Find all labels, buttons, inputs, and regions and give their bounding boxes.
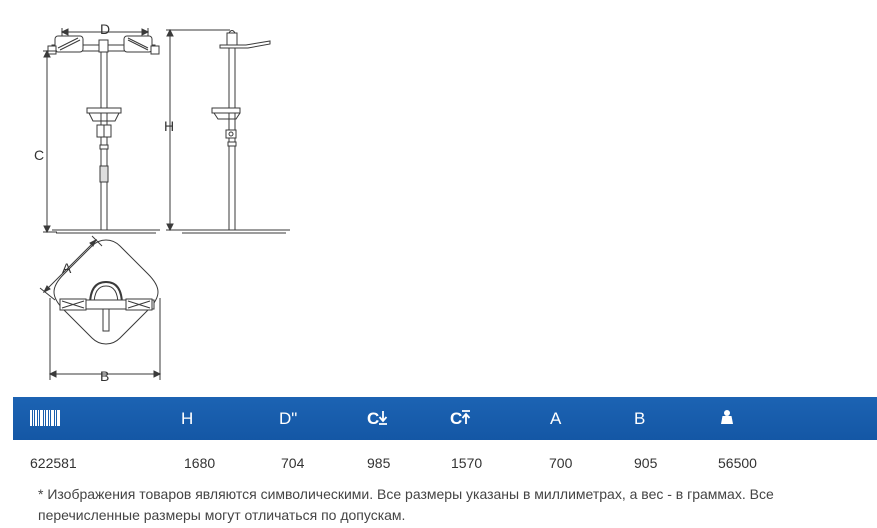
header-b: B — [634, 409, 646, 428]
spec-a: 700 — [549, 455, 573, 471]
spec-c-upper: 1570 — [451, 455, 483, 471]
dim-label-a: A — [62, 260, 72, 276]
spec-header-bar — [13, 397, 877, 440]
top-view — [40, 236, 160, 380]
side-view — [166, 30, 290, 233]
spec-d: 704 — [281, 455, 305, 471]
spec-b: 905 — [634, 455, 658, 471]
dim-label-d: D — [100, 21, 111, 37]
front-view — [43, 28, 160, 233]
spec-weight: 56500 — [718, 455, 757, 471]
svg-text:C: C — [367, 409, 380, 427]
header-h: H — [181, 409, 194, 428]
dim-label-c: C — [34, 147, 45, 163]
barcode-icon — [30, 397, 60, 440]
svg-text:C: C — [450, 409, 463, 427]
c-lower-icon — [367, 397, 389, 440]
spec-c-lower: 985 — [367, 455, 391, 471]
header-d: D" — [279, 409, 298, 428]
spec-h: 1680 — [184, 455, 216, 471]
dim-label-b: B — [100, 368, 110, 384]
footnote: * Изображения товаров являются символическими. Все размеры указаны в миллиметрах, а вес - в граммах. Все перечисленные размеры могут отличаться по допускам. — [38, 486, 774, 523]
header-a: A — [550, 409, 562, 428]
weight-icon — [719, 397, 735, 440]
c-upper-icon — [450, 397, 472, 440]
spec-article: 622581 — [30, 455, 77, 471]
dim-label-h: H — [164, 118, 175, 134]
